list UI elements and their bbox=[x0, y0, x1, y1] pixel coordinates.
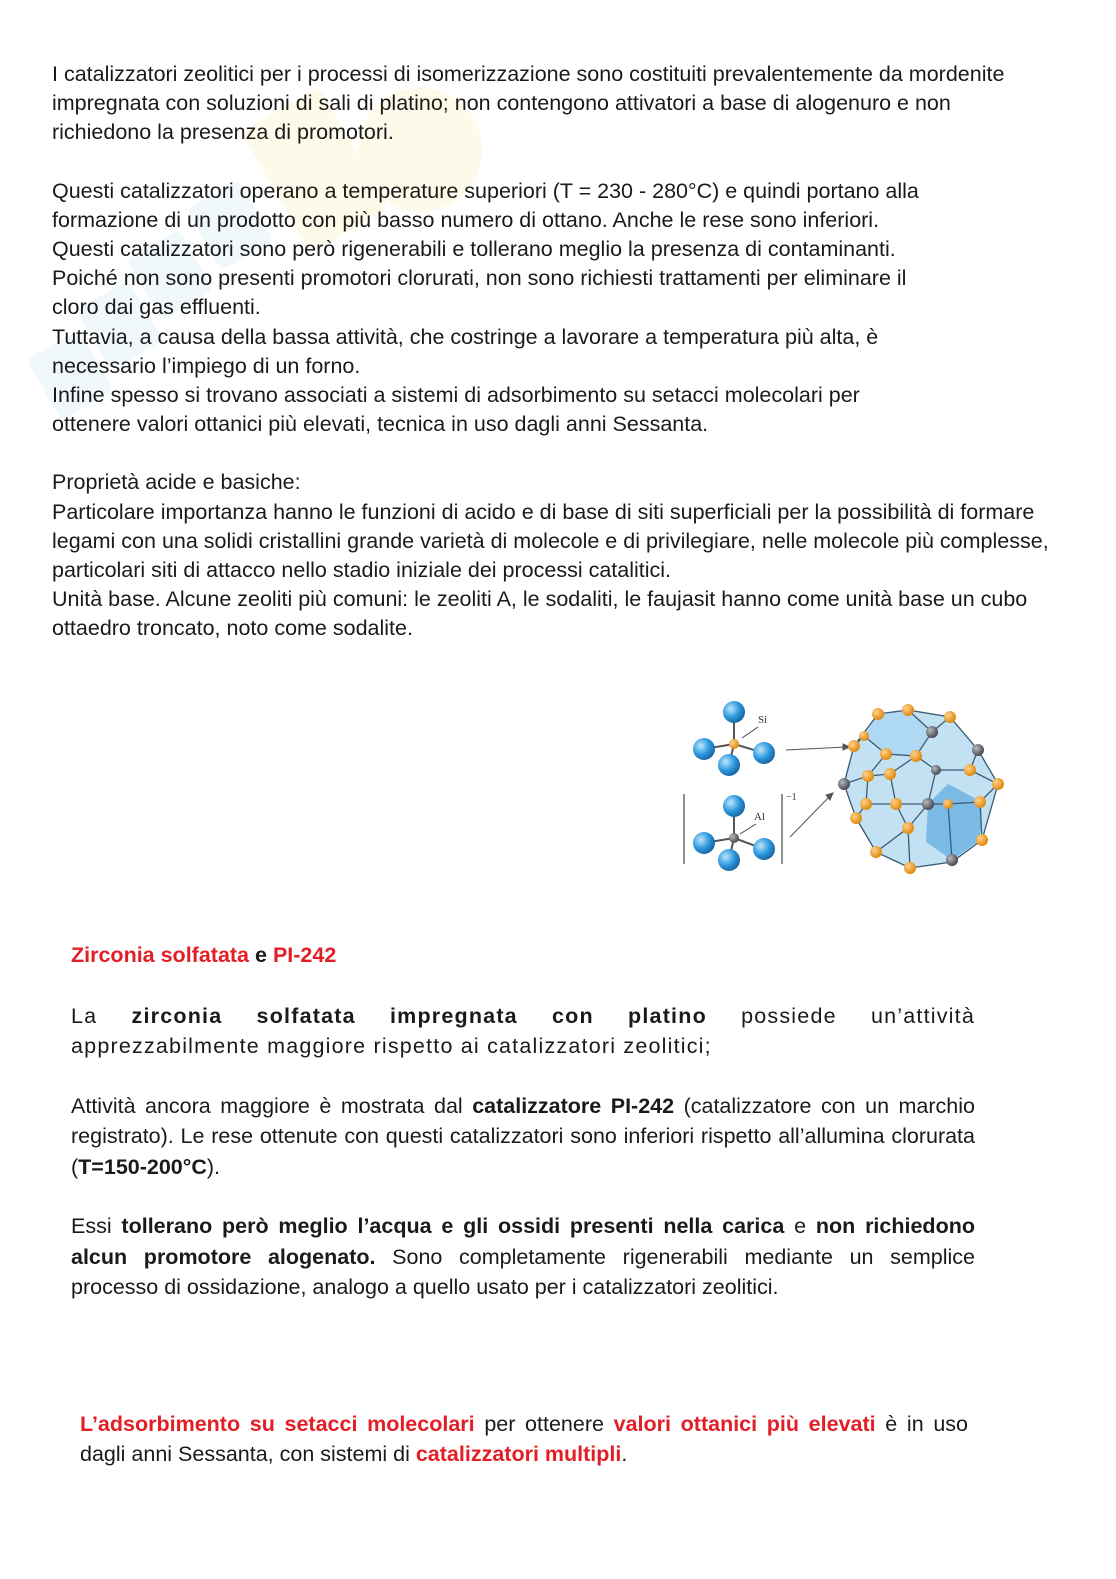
si-label: Si bbox=[758, 714, 768, 726]
highlight-run: catalizzatori multipli bbox=[415, 1442, 622, 1466]
zirconia-paragraph bbox=[71, 1001, 975, 1062]
intro-text bbox=[52, 60, 1052, 644]
arrow-lines bbox=[786, 744, 850, 837]
text-run: possiede un’attività apprezzabilmente maggiore rispetto ai catalizzatori zeolitici; bbox=[71, 1003, 975, 1058]
intro-line: ottenere valori ottanici più elevati, tecnica in uso dagli anni Sessanta. bbox=[52, 412, 709, 437]
text-run: e bbox=[794, 1214, 807, 1238]
text-run: è in uso dagli anni Sessanta, con sistemi di bbox=[80, 1412, 968, 1466]
sodalite-structure-figure bbox=[680, 692, 1010, 877]
intro-line: Poiché non sono presenti promotori clorurati, non sono richiesti trattamenti per eliminare il bbox=[52, 266, 907, 291]
highlight-run: L’adsorbimento su setacci molecolari bbox=[80, 1412, 475, 1436]
sodalite-cage bbox=[838, 704, 1004, 874]
base-unit-paragraph: Unità base. Alcune zeoliti più comuni: le zeoliti A, le sodaliti, le faujasit hanno come unità base un cubo ottaedro troncato, noto come sodalite. bbox=[52, 587, 1028, 641]
acid-base-heading: Proprietà acide e basiche: bbox=[52, 470, 301, 495]
bold-run: non richiedono alcun promotore alogenato. bbox=[71, 1214, 975, 1269]
title-zirconia: Zirconia solfatata bbox=[71, 943, 250, 967]
intro-line: formazione di un prodotto con più basso numero di ottano. Anche le rese sono inferiori. bbox=[52, 207, 880, 232]
al-label: Al bbox=[754, 811, 765, 823]
closing-paragraph bbox=[80, 1409, 968, 1469]
intro-line: necessario l’impiego di un forno. bbox=[52, 353, 361, 378]
pi242-paragraph bbox=[71, 1091, 975, 1183]
title-and: e bbox=[255, 943, 267, 967]
intro-paragraph-1: I catalizzatori zeolitici per i processi di isomerizzazione sono costituiti prevalentemente da mordenite impregnata con soluzioni di sali di platino; non contengono attivatori a base di alogenuro e non richiedono la presenza di promotori. bbox=[52, 62, 1005, 145]
text-run: La bbox=[71, 1003, 98, 1028]
charge-label: −1 bbox=[786, 792, 797, 803]
acid-base-paragraph: Particolare importanza hanno le funzioni di acido e di base di siti superficiali per la possibilità di formare legami con una solidi cristallini grande varietà di molecole e di privilegiare, nelle molecole più complesse, particolari siti di attacco nello stadio iniziale dei processi catalitici. bbox=[52, 499, 1049, 583]
text-run: per ottenere bbox=[484, 1412, 604, 1436]
bold-run: tollerano però meglio l’acqua e gli ossidi presenti nella carica bbox=[121, 1214, 785, 1238]
intro-line: cloro dai gas effluenti. bbox=[52, 295, 261, 320]
si-tetrahedron bbox=[693, 701, 775, 776]
intro-line: Infine spesso si trovano associati a sistemi di adsorbimento su setacci molecolari per bbox=[52, 383, 860, 408]
temperature-range: T=150-200°C bbox=[78, 1154, 207, 1179]
highlight-run: valori ottanici più elevati bbox=[613, 1412, 876, 1436]
text-run: Attività ancora maggiore è mostrata dal bbox=[71, 1093, 463, 1118]
bold-run: zirconia solfatata impregnata con platino bbox=[131, 1003, 707, 1028]
closing-text bbox=[80, 1409, 968, 1469]
text-run: (catalizzatore con un marchio registrato). Le rese ottenute con questi catalizzatori sono inferiori rispetto all’allumina clorurata ( bbox=[71, 1093, 975, 1179]
title-pi242: PI-242 bbox=[272, 943, 337, 967]
text-run: Essi bbox=[71, 1214, 112, 1238]
zirconia-section bbox=[71, 940, 975, 1303]
intro-line: Tuttavia, a causa della bassa attività, che costringe a lavorare a temperatura più alta, è bbox=[52, 324, 879, 349]
bold-run: catalizzatore PI-242 bbox=[472, 1093, 675, 1118]
intro-line: Questi catalizzatori sono però rigenerabili e tollerano meglio la presenza di contaminanti. bbox=[52, 237, 896, 262]
text-run: . bbox=[621, 1442, 628, 1466]
intro-line: Questi catalizzatori operano a temperature superiori (T = 230 - 280°C) e quindi portano alla bbox=[52, 178, 919, 203]
al-tetrahedron bbox=[684, 792, 797, 871]
tolerance-paragraph bbox=[71, 1211, 975, 1303]
text-run: Sono completamente rigenerabili mediante un semplice processo di ossidazione, analogo a quello usato per i catalizzatori zeolitici. bbox=[71, 1244, 975, 1299]
text-run: ). bbox=[206, 1154, 221, 1179]
section-title bbox=[71, 940, 975, 971]
